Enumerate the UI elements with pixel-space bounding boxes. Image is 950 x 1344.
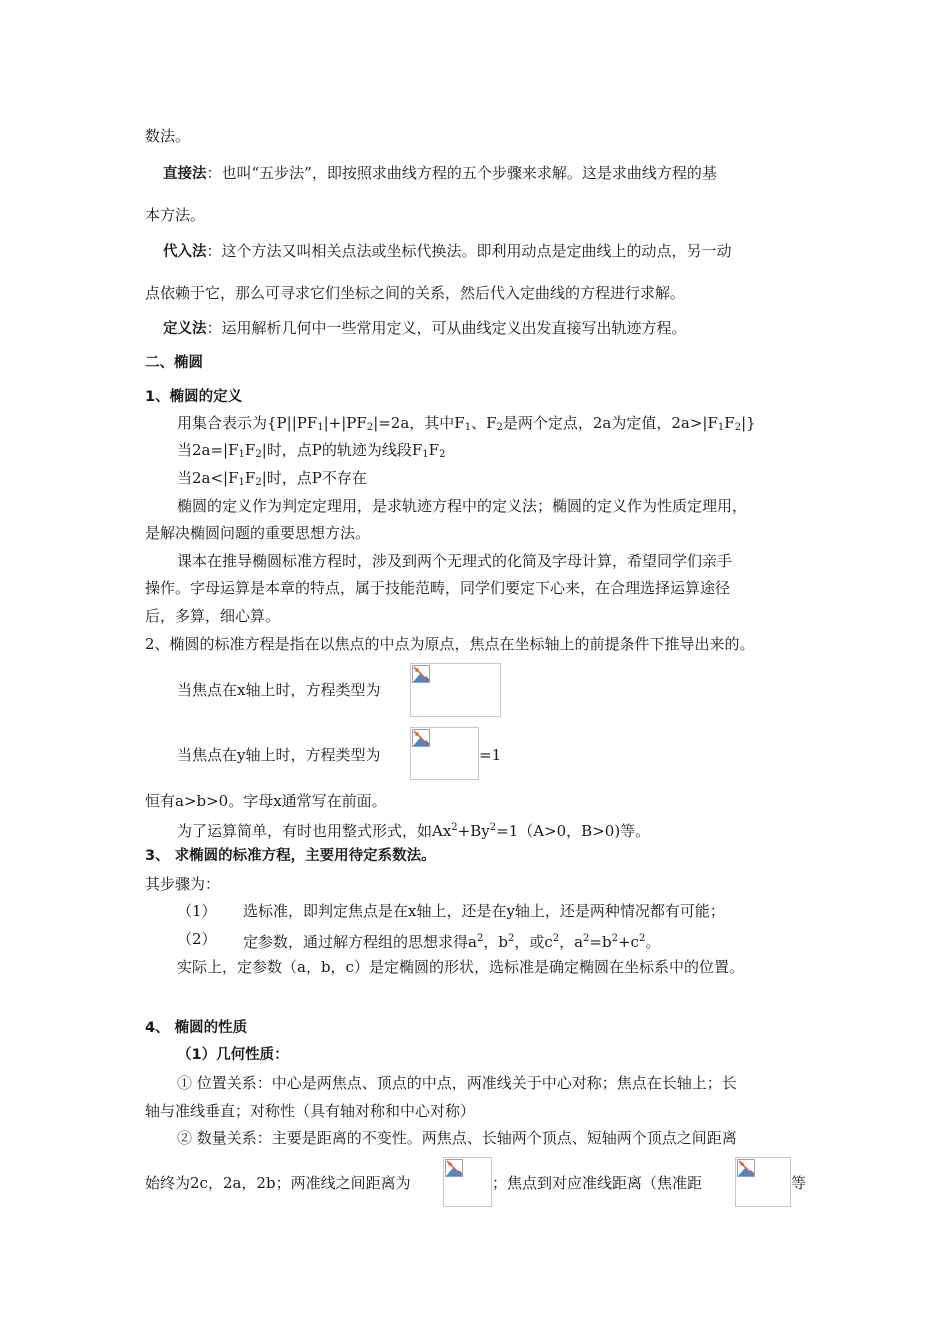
subsection-heading: （1）几何性质：: [177, 1047, 289, 1063]
section-heading: 二、椭圆: [145, 355, 203, 371]
equation-image-placeholder: [410, 663, 501, 717]
text-line: 当焦点在y轴上时，方程类型为: [177, 746, 381, 764]
text-line: 点依赖于它，那么可寻求它们坐标之间的关系，然后代入定曲线的方程进行求解。: [145, 284, 686, 302]
text-line: 是解决椭圆问题的重要思想方法。: [145, 524, 371, 542]
text-line: 代入法：这个方法又叫相关点法或坐标代换法。即利用动点是定曲线上的动点，另一动: [163, 242, 732, 260]
text-line: 始终为2c，2a，2b；两准线之间距离为: [145, 1174, 411, 1192]
text-line: 当$2a<|F_1F_2|$时，点P不存在: [177, 469, 367, 488]
text-line: 定义法：运用解析几何中一些常用定义，可从曲线定义出发直接写出轨迹方程。: [163, 319, 687, 337]
text-line: 直接法：也叫“五步法”，即按照求曲线方程的五个步骤来求解。这是求曲线方程的基: [163, 164, 717, 182]
list-item: （2）: [177, 930, 217, 948]
equation-image-placeholder: [443, 1157, 492, 1207]
text-line: 当$2a=|F_1F_2|$时，点P的轨迹为线段$F_1F_2$: [177, 441, 446, 460]
term-definition-method: 定义法: [163, 321, 207, 337]
subsection-heading: 3、 求椭圆的标准方程，主要用待定系数法。: [145, 848, 436, 864]
list-item-text: 定参数，通过解方程组的思想求得$a^2$，$b^2$，或$c^2$，$a^2=b^2+c^2$。: [243, 933, 661, 951]
text-line: 轴与准线垂直；对称性（具有轴对称和中心对称）: [145, 1102, 476, 1120]
text-line: 用集合表示为{$P||PF_1|+|PF_2|=2a$，其中$F_1$、$F_2$是两个定点，2a为定值，$2a>|F_1F_2|$}: [177, 414, 756, 433]
broken-image-icon: [737, 1159, 755, 1177]
text-line: 为了运算简单，有时也用整式形式，如$Ax^2+By^2=1(A>0$，B>0)等。: [177, 822, 651, 840]
text-line: 操作。字母运算是本章的特点，属于技能范畴，同学们要定下心来，在合理选择运算途径: [145, 579, 731, 597]
text-line: 2、椭圆的标准方程是指在以焦点的中点为原点，焦点在坐标轴上的前提条件下推导出来的。: [145, 635, 755, 653]
text-line: 椭圆的定义作为判定定理用，是求轨迹方程中的定义法；椭圆的定义作为性质定理用，: [177, 497, 748, 515]
list-item-text: 选标准，即判定焦点是在x轴上，还是在y轴上，还是两种情况都有可能；: [243, 902, 725, 920]
text-line: 等: [791, 1174, 807, 1192]
text-line: 课本在推导椭圆标准方程时，涉及到两个无理式的化简及字母计算，希望同学们亲手: [177, 552, 733, 570]
term-substitution-method: 代入法: [163, 244, 207, 260]
broken-image-icon: [445, 1159, 463, 1177]
subsection-heading: 1、椭圆的定义: [145, 389, 243, 405]
list-item: （1）: [177, 902, 217, 920]
text-line: 恒有a>b>0。字母x通常写在前面。: [145, 792, 387, 810]
text-line: 本方法。: [145, 206, 206, 224]
equation-image-placeholder: [410, 727, 479, 780]
equation-image-placeholder: [735, 1157, 791, 1207]
broken-image-icon: [412, 665, 430, 683]
text-line: 实际上，定参数（a，b，c）是定椭圆的形状，选标准是确定椭圆在坐标系中的位置。: [177, 958, 744, 976]
text-line: ② 数量关系：主要是距离的不变性。两焦点、长轴两个顶点、短轴两个顶点之间距离: [177, 1129, 737, 1147]
text-line: ① 位置关系：中心是两焦点、顶点的中点，两准线关于中心对称；焦点在长轴上；长: [177, 1074, 737, 1092]
subsection-heading: 4、 椭圆的性质: [145, 1020, 248, 1036]
text-line: =1: [479, 746, 502, 764]
text-line: 当焦点在x轴上时，方程类型为: [177, 681, 381, 699]
text-line: 数法。: [145, 127, 191, 145]
text-line: 其步骤为：: [145, 875, 221, 893]
broken-image-icon: [412, 729, 430, 747]
term-direct-method: 直接法: [163, 166, 207, 182]
text-line: 后，多算，细心算。: [145, 607, 281, 625]
text-line: ；焦点到对应准线距离（焦准距: [492, 1174, 703, 1192]
